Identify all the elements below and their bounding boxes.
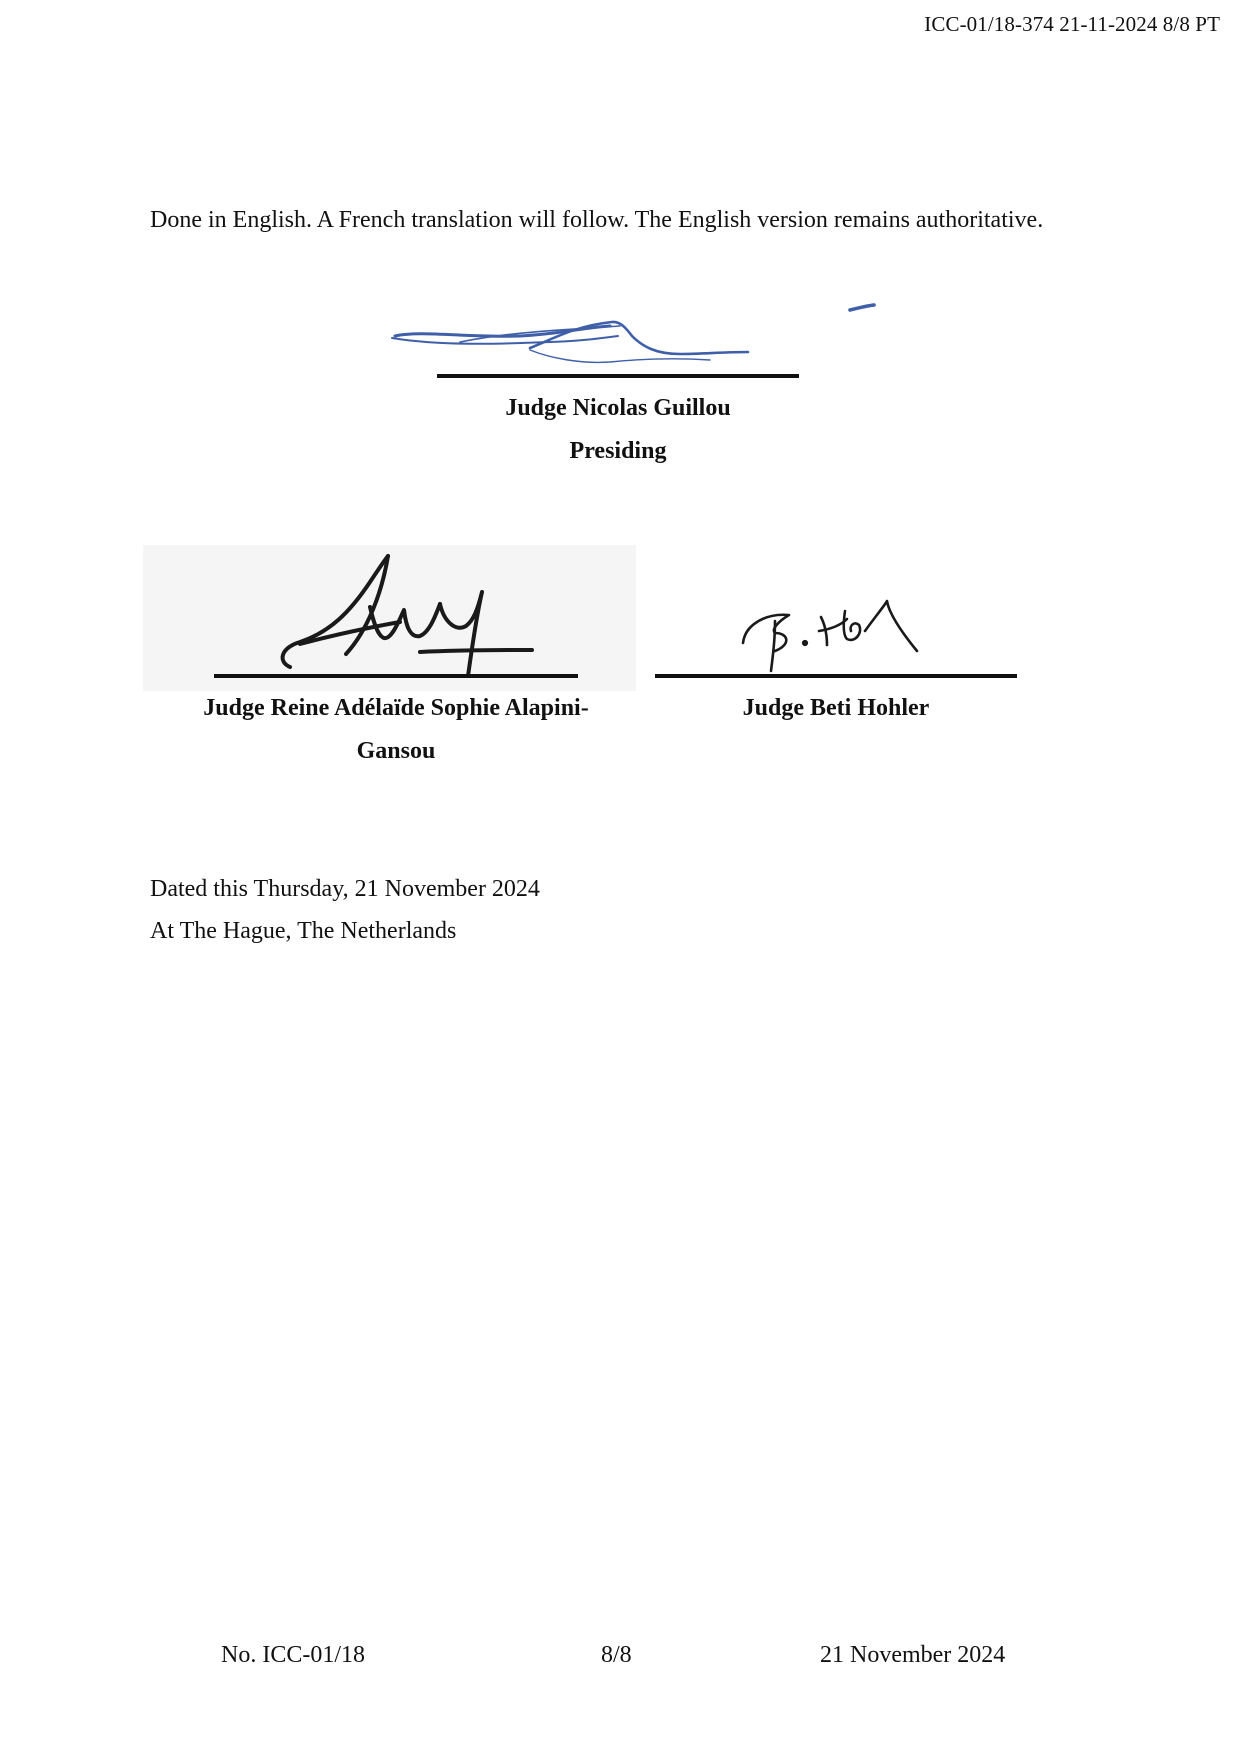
hohler-signature — [735, 595, 955, 675]
footer-page-number: 8/8 — [601, 1642, 632, 1668]
presiding-signature — [380, 292, 900, 372]
alapini-gansou-signature-line — [214, 674, 578, 678]
presiding-role: Presiding — [569, 438, 667, 464]
hohler-name: Judge Beti Hohler — [742, 695, 930, 721]
language-note: Done in English. A French translation will follow. The English version remains authoritative. — [150, 207, 1044, 233]
hohler-signature-line — [655, 674, 1017, 678]
footer-case-number: No. ICC-01/18 — [221, 1642, 365, 1668]
dated-line: Dated this Thursday, 21 November 2024 — [150, 876, 540, 902]
alapini-gansou-signature — [270, 552, 550, 682]
place-line: At The Hague, The Netherlands — [150, 918, 457, 944]
footer-date: 21 November 2024 — [820, 1642, 1006, 1668]
document-reference: ICC-01/18-374 21-11-2024 8/8 PT — [924, 12, 1220, 36]
presiding-judge-name: Judge Nicolas Guillou — [505, 395, 731, 421]
presiding-signature-line — [437, 374, 799, 378]
alapini-gansou-name-line-2: Gansou — [356, 738, 436, 764]
alapini-gansou-name-line-1: Judge Reine Adélaïde Sophie Alapini- — [203, 695, 589, 721]
